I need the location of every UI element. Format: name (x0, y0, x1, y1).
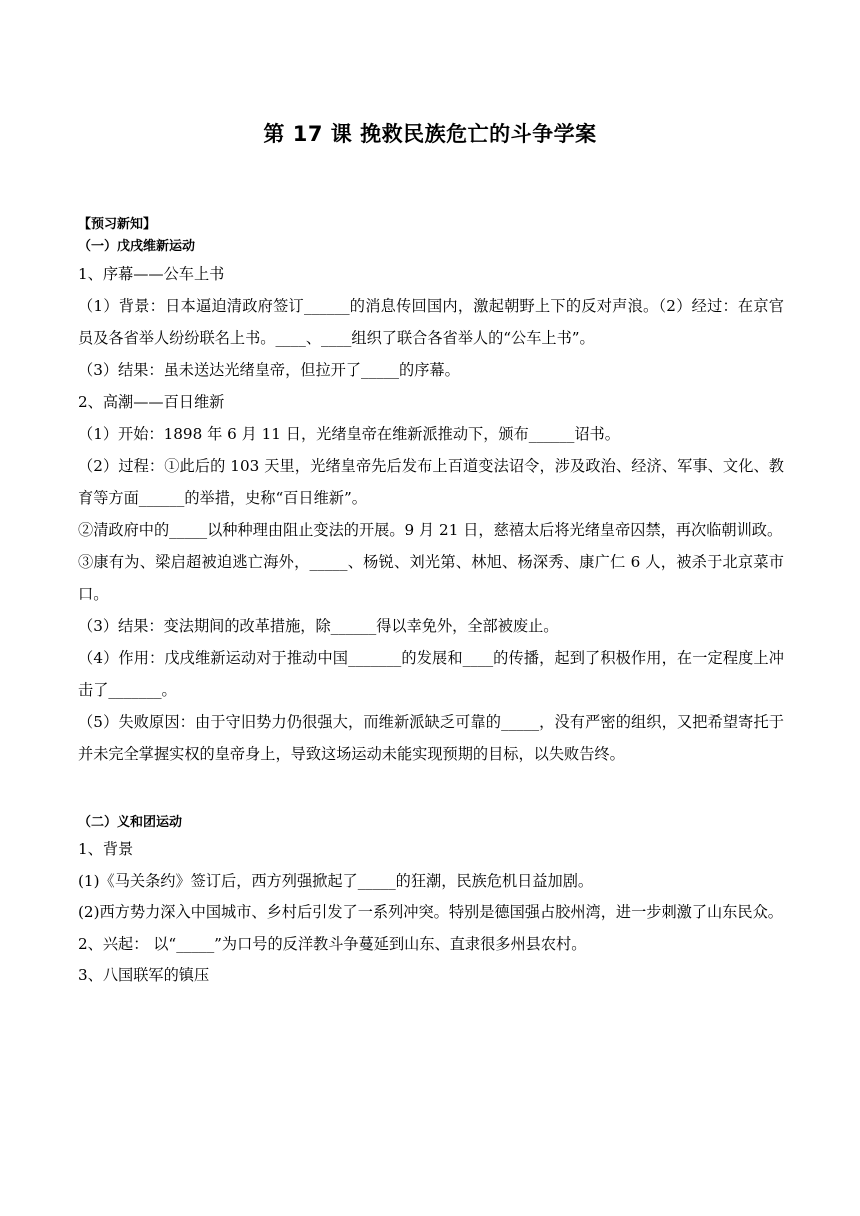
paragraph: ③康有为、梁启超被迫逃亡海外，_____、杨锐、刘光第、林旭、杨深秀、康广仁 6 人，被杀于北京菜市口。 (78, 553, 784, 603)
section-spacer (78, 770, 784, 812)
paragraph: 2、兴起： 以“_____”为口号的反洋教斗争蔓延到山东、直隶很多州县农村。 (78, 934, 587, 953)
section-reform-movement (78, 236, 784, 770)
paragraph: （3）结果：变法期间的改革措施，除______得以幸免外，全部被废止。 (78, 617, 559, 635)
section-heading: （二）义和团运动 (78, 815, 183, 830)
preview-heading: 【预习新知】 (78, 217, 157, 232)
paragraph: (2)西方势力深入中国城市、乡村后引发了一系列冲突。特别是德国强占胶州湾，进一步刺激了山东民众。 (78, 903, 783, 921)
section-heading: （一）戊戌维新运动 (78, 239, 196, 254)
paragraph: （1）背景：日本逼迫清政府签订______的消息传回国内，激起朝野上下的反对声浪。（2）经过：在京官员及各省举人纷纷联名上书。____、____组织了联合各省举人的“公车上书”。 (78, 297, 784, 347)
document-title: 第 17 课 挽救民族危亡的斗争学案 (263, 122, 597, 146)
paragraph: 1、序幕——公车上书 (78, 265, 225, 283)
paragraph: （2）过程：①此后的 103 天里，光绪皇帝先后发布上百道变法诏令，涉及政治、经济、军事、文化、教育等方面______的举措，史称“百日维新”。 (78, 457, 784, 507)
paragraph: （3）结果：虽未送达光绪皇帝，但拉开了_____的序幕。 (78, 361, 460, 379)
paragraph: （1）开始：1898 年 6 月 11 日，光绪皇帝在维新派推动下，颁布______诏书。 (78, 425, 620, 443)
paragraph: 2、高潮——百日维新 (78, 393, 225, 411)
paragraph: ②清政府中的_____以种种理由阻止变法的开展。9 月 21 日，慈禧太后将光绪皇帝囚禁，再次临朝训政。 (78, 521, 783, 539)
document-body (78, 214, 784, 992)
section-boxer-movement (78, 812, 784, 992)
paragraph: （4）作用：戊戌维新运动对于推动中国_______的发展和____的传播，起到了积极作用，在一定程度上冲击了_______。 (78, 649, 784, 699)
paragraph: 1、背景 (78, 840, 134, 858)
paragraph: 3、八国联军的镇压 (78, 966, 210, 984)
paragraph: （5）失败原因：由于守旧势力仍很强大，而维新派缺乏可靠的_____，没有严密的组织，又把希望寄托于并未完全掌握实权的皇帝身上，导致这场运动未能实现预期的目标，以失败告终。 (78, 713, 784, 763)
paragraph: (1)《马关条约》签订后，西方列强掀起了_____的狂潮，民族危机日益加剧。 (78, 871, 594, 890)
